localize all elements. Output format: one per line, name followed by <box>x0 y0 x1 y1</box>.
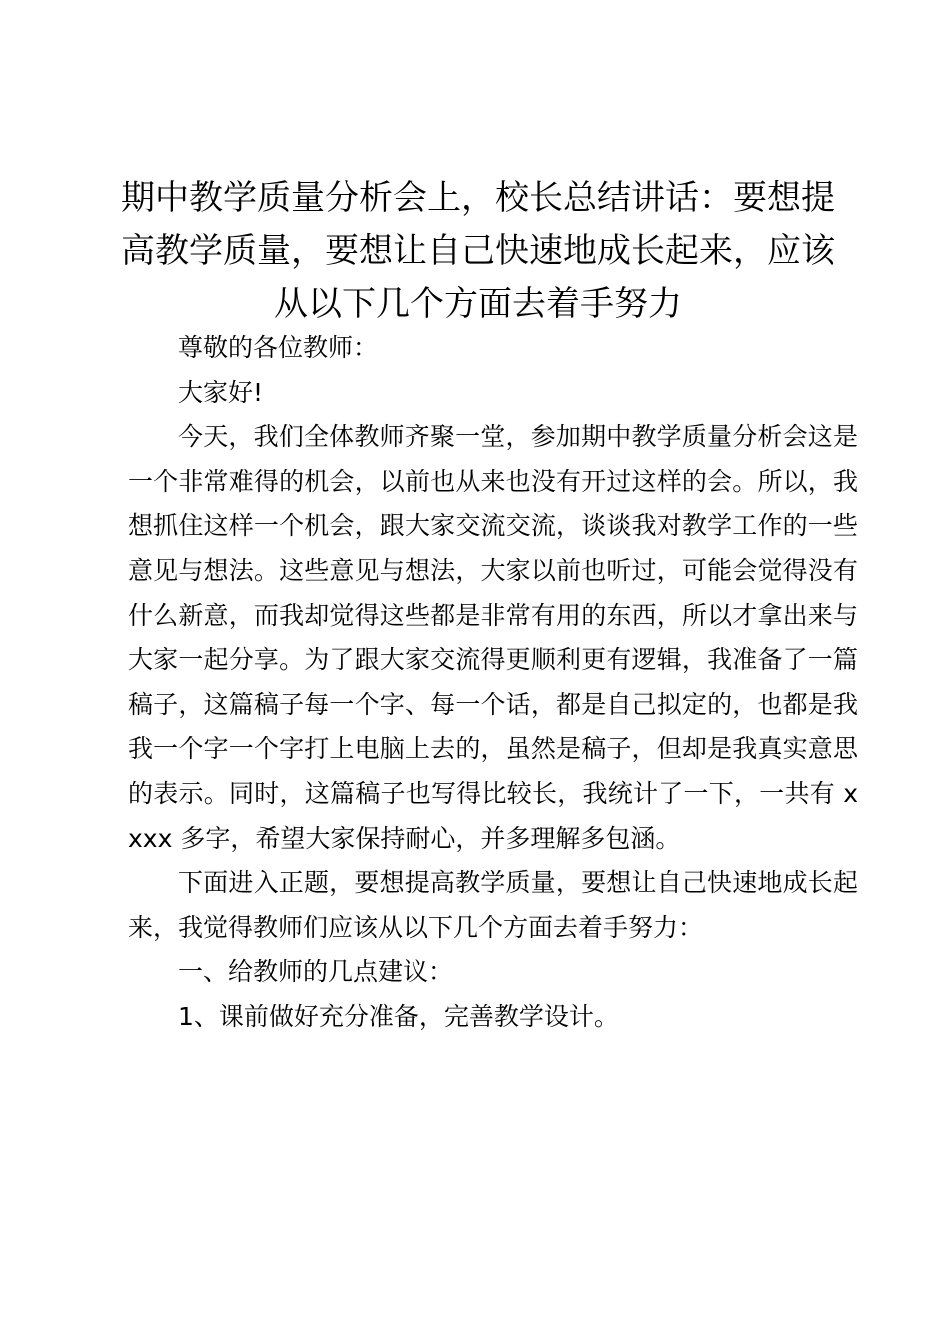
paragraph-topic: 下面进入正题，要想提高教学质量，要想让自己快速地成长起来，我觉得教师们应该从以下几个方面去着手努力： <box>128 868 858 942</box>
document-body <box>128 326 858 1040</box>
document-title: 期中教学质量分析会上，校长总结讲话：要想提高教学质量，要想让自己快速地成长起来，应该从以下几个方面去着手努力 <box>121 178 835 324</box>
paragraph-intro: 今天，我们全体教师齐聚一堂，参加期中教学质量分析会这是一个非常难得的机会，以前也从来也没有开过这样的会。所以，我想抓住这样一个机会，跟大家交流交流，谈谈我对教学工作的一些意见与想法。这些意见与想法，大家以前也听过，可能会觉得没有什么新意，而我却觉得这些都是非常有用的东西，所以才拿出来与大家一起分享。为了跟大家交流得更顺利更有逻辑，我准备了一篇稿子，这篇稿子每一个字、每一个话，都是自己拟定的，也都是我我一个字一个字打上电脑上去的，虽然是稿子，但却是我真实意思的表示。同时，这篇稿子也写得比较长，我统计了一下，一共有 xxxx 多字，希望大家保持耐心，并多理解多包涵。 <box>128 422 858 853</box>
greeting: 大家好! <box>178 377 264 407</box>
list-item: 1、课前做好充分准备，完善教学设计。 <box>178 1001 619 1031</box>
section-heading: 一、给教师的几点建议： <box>178 957 454 987</box>
salutation: 尊敬的各位教师： <box>178 333 379 362</box>
